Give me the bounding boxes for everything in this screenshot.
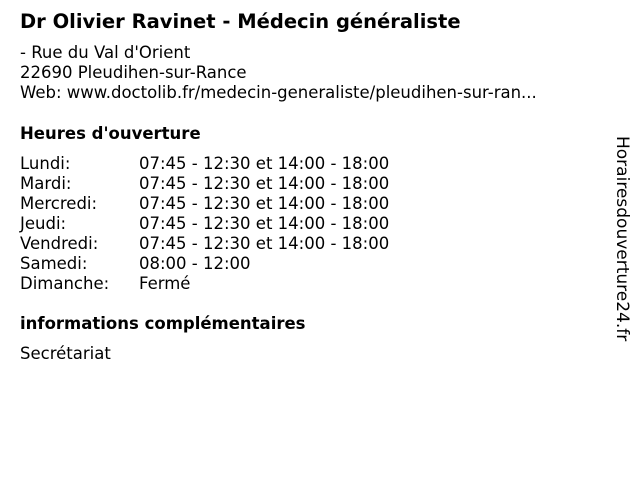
hours-row-samedi bbox=[20, 254, 440, 274]
day-label: Jeudi: bbox=[20, 214, 67, 233]
hours-row-vendredi bbox=[20, 234, 440, 254]
site-watermark: Horairesdouverture24.fr bbox=[612, 136, 632, 342]
day-hours: 07:45 - 12:30 et 14:00 - 18:00 bbox=[139, 214, 390, 233]
day-hours: 07:45 - 12:30 et 14:00 - 18:00 bbox=[139, 154, 390, 173]
address-web: Web: www.doctolib.fr/medecin-generaliste/pleudihen-sur-ran... bbox=[20, 83, 537, 102]
address-block bbox=[20, 43, 537, 103]
day-label: Mercredi: bbox=[20, 194, 98, 213]
hours-heading: Heures d'ouverture bbox=[20, 124, 201, 143]
address-street: - Rue du Val d'Orient bbox=[20, 43, 191, 62]
day-hours: Fermé bbox=[139, 274, 191, 293]
hours-row-mardi bbox=[20, 174, 440, 194]
day-hours: 07:45 - 12:30 et 14:00 - 18:00 bbox=[139, 234, 390, 253]
day-label: Mardi: bbox=[20, 174, 72, 193]
page-title: Dr Olivier Ravinet - Médecin généraliste bbox=[20, 10, 461, 33]
day-label: Lundi: bbox=[20, 154, 71, 173]
day-hours: 07:45 - 12:30 et 14:00 - 18:00 bbox=[139, 194, 390, 213]
day-hours: 08:00 - 12:00 bbox=[139, 254, 251, 273]
day-label: Vendredi: bbox=[20, 234, 99, 253]
info-heading: informations complémentaires bbox=[20, 314, 306, 333]
day-label: Samedi: bbox=[20, 254, 88, 273]
info-text: Secrétariat bbox=[20, 344, 111, 363]
hours-row-mercredi bbox=[20, 194, 440, 214]
hours-row-jeudi bbox=[20, 214, 440, 234]
day-label: Dimanche: bbox=[20, 274, 110, 293]
opening-hours-table bbox=[20, 154, 440, 294]
day-hours: 07:45 - 12:30 et 14:00 - 18:00 bbox=[139, 174, 390, 193]
address-city: 22690 Pleudihen-sur-Rance bbox=[20, 63, 247, 82]
hours-row-lundi bbox=[20, 154, 440, 174]
hours-row-dimanche bbox=[20, 274, 440, 294]
